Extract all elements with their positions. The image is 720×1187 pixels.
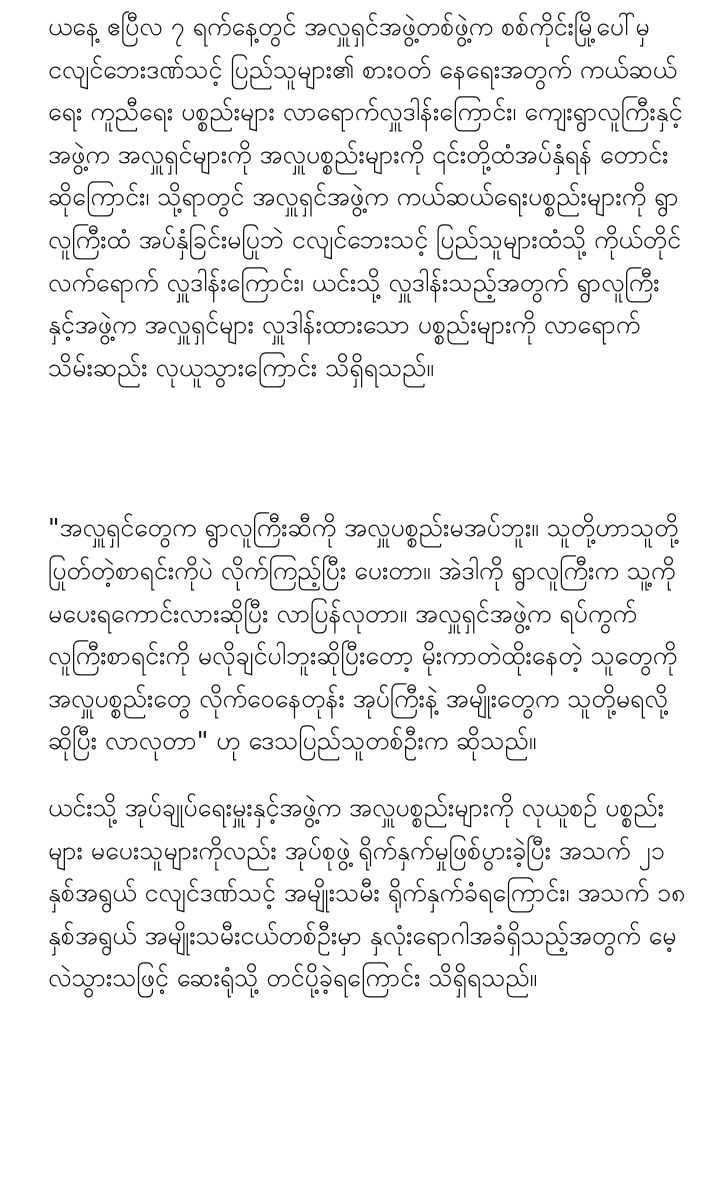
article-paragraph: ယင်းသို့ အုပ်ချုပ်ရေးမှူးနှင့်အဖွဲ့က အလှူပစ္စည်းများကို လုယူစဉ် ပစ္စည်းများ မပေးသူများကိုလည်း အုပ်စုဖွဲ့ ရိုက်နှက်မှုဖြစ်ပွားခဲ့ပြီး အသက် ၂၁ နှစ်အရွယ် ငလျင်ဒဏ်သင့် အမျိုးသမီး ရိုက်နှက်ခံရကြောင်း၊ အသက် ၁၈ နှစ်အရွယ် အမျိုးသမီးငယ်တစ်ဦးမှာ နှလုံးရောဂါအခံရှိသည့်အတွက် မေ့လဲသွားသဖြင့် ဆေးရုံသို့ တင်ပို့ခဲ့ရကြောင်း သိရှိရသည်။: [48, 792, 686, 993]
article-paragraph: ယနေ့ ဧပြီလ ၇ ရက်နေ့တွင် အလှူရှင်အဖွဲ့တစ်ဖွဲ့က စစ်ကိုင်းမြို့ပေါ်မှ ငလျင်ဘေးဒဏ်သင့် ပြည်သူများ၏ စားဝတ် နေရေးအတွက် ကယ်ဆယ်ရေး ကူညီရေး ပစ္စည်းများ လာရောက်လှူဒါန်းကြောင်း၊ ကျေးရွာလူကြီးနှင့်အဖွဲ့က အလှူရှင်များကို အလှူပစ္စည်းများကို ၎င်းတို့ထံအပ်နှံရန် တောင်းဆိုကြောင်း၊ သို့ရာတွင် အလှူရှင်အဖွဲ့က ကယ်ဆယ်ရေးပစ္စည်းများကို ရွာလူကြီးထံ အပ်နှံခြင်းမပြုဘဲ ငလျင်ဘေးသင့် ပြည်သူများထံသို့ ကိုယ်တိုင် လက်ရောက် လှူဒါန်းကြောင်း၊ ယင်းသို့ လှူဒါန်းသည့်အတွက် ရွာလူကြီးနှင့်အဖွဲ့က အလှူရှင်များ လှူဒါန်းထားသော ပစ္စည်းများကို လာရောက် သိမ်းဆည်း လုယူသွားကြောင်း သိရှိရသည်။: [48, 12, 683, 382]
article-paragraph: "အလှူရှင်တွေက ရွာလူကြီးဆီကို အလှူပစ္စည်းမအပ်ဘူး။ သူတို့ဟာသူတို့ ပြုတ်တဲ့စာရင်းကိုပဲ လိုက်ကြည့်ပြီး ပေးတာ။ အဲဒါကို ရွာလူကြီးက သူ့ကို မပေးရကောင်းလားဆိုပြီး လာပြန်လုတာ။ အလှူရှင်အဖွဲ့က ရပ်ကွက်လူကြီးစာရင်းကို မလိုချင်ပါဘူးဆိုပြီးတော့ မိုးကာတဲထိုးနေတဲ့ သူတွေကို အလှူပစ္စည်းတွေ လိုက်ဝေနေတုန်း အုပ်ကြီးနဲ့ အမျိုးတွေက သူတို့မရလို့ဆိုပြီး လာလုတာ" ဟု ဒေသပြည်သူတစ်ဦးက ဆိုသည်။: [48, 513, 679, 756]
